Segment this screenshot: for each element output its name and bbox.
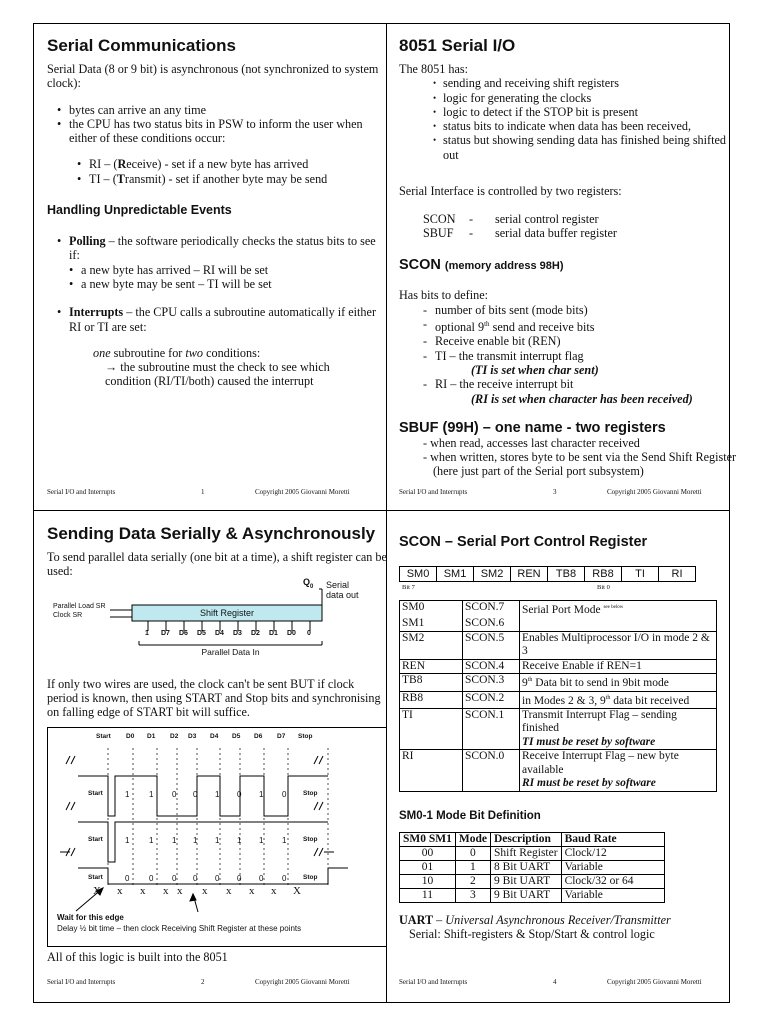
list-item: • the CPU has two status bits in PSW to inform the user when either of these conditions occur: — [47, 117, 387, 146]
bit-label: 1 — [145, 629, 149, 637]
page-number: 3 — [553, 488, 557, 496]
reg-desc: serial data buffer register — [495, 226, 617, 241]
scon-bit-table — [399, 566, 696, 582]
footer-left: Serial I/O and Interrupts — [47, 978, 116, 986]
list-item: - number of bits sent (mode bits) — [423, 303, 739, 317]
cell: 1 — [455, 860, 490, 874]
cell: 0 — [172, 790, 177, 799]
polling-list — [47, 234, 387, 263]
interrupts-text: – the CPU calls a subroutine automatically if either RI or TI are set: — [69, 305, 376, 334]
header-cell: Mode — [455, 832, 490, 846]
page-number: 4 — [553, 978, 557, 986]
cell: SM2 — [400, 631, 463, 659]
cell: 1 — [259, 836, 264, 845]
ti-letter: T — [116, 171, 125, 186]
footer-right: Copyright 2005 Giovanni Moretti — [255, 978, 350, 986]
cell-sup: see below — [603, 605, 624, 610]
x-mark: x — [226, 885, 232, 897]
reg-name: SCON — [423, 212, 456, 227]
cell: Variable — [561, 888, 664, 902]
clock-sr-label: Clock SR — [53, 611, 83, 619]
q-sub: 0 — [310, 583, 314, 590]
q0-label — [303, 577, 313, 590]
header-label: D2 — [170, 733, 179, 740]
header-label: D1 — [147, 733, 156, 740]
header-label: D0 — [126, 733, 135, 740]
cell: SM1 — [400, 617, 463, 631]
slide-title: Serial Communications — [47, 36, 236, 55]
cell-text: Serial Port Mode — [522, 603, 601, 616]
reg-name: SBUF — [423, 226, 454, 241]
table-row — [400, 750, 717, 792]
scon-heading — [399, 256, 739, 274]
ti-note: (TI is set when char sent) — [471, 362, 599, 377]
cell: SCON.5 — [463, 631, 520, 659]
cell: in Modes 2 & 3, 9th data bit received — [520, 691, 717, 708]
intro-text: Serial Data (8 or 9 bit) is asynchronous (not synchronized to system clock): — [47, 62, 379, 91]
list-item: - optional 9th send and receive bits — [423, 317, 739, 334]
serial-out-label: Serial data out — [326, 579, 359, 600]
slide-serial-communications — [47, 30, 387, 500]
header-label: D5 — [232, 733, 241, 740]
control-text: Serial Interface is controlled by two registers: — [399, 184, 622, 199]
bit-label: D6 — [179, 629, 188, 637]
cell: 0 — [237, 790, 242, 799]
cell: 1 — [215, 790, 220, 799]
cell: 0 — [149, 874, 154, 883]
timing-diagram — [47, 727, 387, 947]
bit-label: D5 — [197, 629, 206, 637]
heading-text: SCON — [399, 257, 441, 274]
table-row — [400, 617, 717, 631]
cell: 01 — [400, 860, 456, 874]
cell: 0 — [282, 790, 287, 799]
text: subroutine for — [110, 345, 186, 360]
cell: RI — [400, 750, 463, 792]
cell: 1 — [172, 836, 177, 845]
bit7-label: Bit 7 — [402, 584, 415, 591]
reg-dash: - — [469, 226, 474, 241]
cell: TI — [400, 708, 463, 750]
header-label: D3 — [188, 733, 197, 740]
cell: 1 — [237, 836, 242, 845]
cell: Clock/32 or 64 — [561, 874, 664, 888]
cell: 11 — [400, 888, 456, 902]
cell: 1 — [125, 790, 130, 799]
cell — [520, 750, 717, 792]
bit-label: D0 — [287, 629, 296, 637]
bits-list — [423, 303, 739, 406]
slide-scon-register — [399, 518, 739, 998]
section-heading: Handling Unpredictable Events — [47, 203, 232, 218]
em-two: two — [185, 345, 204, 360]
ri-item — [67, 157, 387, 171]
wait-label: Wait for this edge — [57, 913, 124, 922]
bullet-list — [47, 103, 387, 146]
table-header-row — [400, 832, 665, 846]
cell: 9 Bit UART — [490, 888, 561, 902]
cell: SCON.2 — [463, 691, 520, 708]
cell: Clock/12 — [561, 846, 664, 860]
x-mark: x — [177, 885, 183, 897]
list-item: • a new byte may be sent – TI will be set — [59, 277, 387, 291]
interrupts-list — [47, 305, 387, 334]
bit-label: D4 — [215, 629, 224, 637]
delay-label: Delay ½ bit time – then clock Receiving Shift Register at these points — [57, 924, 302, 933]
x-mark: x — [163, 885, 169, 897]
cell: 1 — [149, 836, 154, 845]
cell: 0 — [455, 846, 490, 860]
uart-desc: Serial: Shift-registers & Stop/Start & control logic — [409, 927, 655, 942]
cell — [520, 617, 717, 631]
x-mark: x — [249, 885, 255, 897]
cell: 1 — [259, 790, 264, 799]
shift-register-label: Shift Register — [199, 607, 255, 618]
interrupts-label: Interrupts — [69, 305, 124, 320]
polling-item — [47, 234, 387, 263]
table-row — [400, 631, 717, 659]
slide-sending-data — [47, 518, 387, 998]
header-cell: Baud Rate — [561, 832, 664, 846]
cell: Stop — [303, 790, 318, 797]
table-row — [400, 708, 717, 750]
table-row — [400, 674, 717, 691]
ri-note: (RI is set when character has been received) — [471, 391, 693, 406]
slide-title: SCON – Serial Port Control Register — [399, 534, 648, 550]
header-label: Stop — [298, 733, 313, 740]
list-item: • status but showing sending data has finished being shifted out — [429, 133, 739, 162]
header-label: Start — [96, 733, 111, 740]
table-row — [400, 659, 717, 674]
shift-register-diagram — [47, 576, 387, 673]
cell: SCON.0 — [463, 750, 520, 792]
cell: SCON.6 — [463, 617, 520, 631]
cell: 2 — [455, 874, 490, 888]
mode-table — [399, 832, 665, 903]
cell: SCON.1 — [463, 708, 520, 750]
bit-cell: TB8 — [548, 567, 585, 582]
page-number: 2 — [201, 978, 205, 986]
bit-cell: SM1 — [437, 567, 474, 582]
footer-right: Copyright 2005 Giovanni Moretti — [255, 488, 350, 496]
cell — [520, 708, 717, 750]
list-item: • bytes can arrive an any time — [47, 103, 387, 117]
footer-right: Copyright 2005 Giovanni Moretti — [607, 488, 702, 496]
ti-item — [67, 172, 387, 186]
list-item: - Receive enable bit (REN) — [423, 334, 739, 348]
has-bits-text: Has bits to define: — [399, 288, 489, 303]
tail-text: All of this logic is built into the 8051 — [47, 950, 228, 964]
interrupts-item — [47, 305, 387, 334]
header-label: D4 — [210, 733, 219, 740]
cell: 9th Data bit to send in 9bit mode — [520, 674, 717, 691]
cell-emphasis: TI must be reset by software — [522, 735, 656, 748]
cell: Shift Register — [490, 846, 561, 860]
reg-dash: - — [469, 212, 474, 227]
parallel-load-label: Parallel Load SR — [53, 602, 106, 610]
cell: 1 — [149, 790, 154, 799]
x-mark: x — [271, 885, 277, 897]
footer-left: Serial I/O and Interrupts — [399, 978, 468, 986]
polling-sublist — [59, 263, 387, 292]
cell: REN — [400, 659, 463, 674]
bit-label: D1 — [269, 629, 278, 637]
footer-left: Serial I/O and Interrupts — [399, 488, 468, 496]
bit-cell: SM2 — [474, 567, 511, 582]
intro-text: To send parallel data serially (one bit at a time), a shift register can be used: — [47, 550, 387, 579]
sbuf-heading: SBUF (99H) – one name - two registers — [399, 419, 666, 436]
table-row — [400, 846, 665, 860]
uart-label: UART — [399, 912, 434, 927]
cell: 0 — [193, 790, 198, 799]
cell: 3 — [455, 888, 490, 902]
cell: 1 — [215, 836, 220, 845]
cell: SCON.7 — [463, 601, 520, 618]
sbuf-item: - when read, accesses last character received — [423, 435, 640, 450]
cell: 8 Bit UART — [490, 860, 561, 874]
x-mark: x — [140, 885, 146, 897]
list-item: • logic for generating the clocks — [429, 91, 739, 105]
q-letter: Q — [303, 576, 311, 587]
polling-text: – the software periodically checks the status bits to see if: — [69, 234, 376, 263]
list-item: - RI – the receive interrupt bit — [423, 377, 739, 391]
heading-sub: (memory address 98H) — [444, 260, 564, 273]
intro-text: The 8051 has: — [399, 62, 469, 76]
list-item: • sending and receiving shift registers — [429, 76, 739, 90]
cell: SCON.3 — [463, 674, 520, 691]
header-cell: Description — [490, 832, 561, 846]
uart-expansion: – Universal Asynchronous Receiver/Transmitter — [433, 912, 671, 927]
table-row — [400, 860, 665, 874]
cell: 0 — [259, 874, 264, 883]
ti-text: ransmit) - set if another byte may be send — [124, 171, 328, 186]
cell: 00 — [400, 846, 456, 860]
cell: 0 — [193, 874, 198, 883]
header-label: D7 — [277, 733, 286, 740]
parallel-in-label: Parallel Data In — [201, 646, 260, 657]
list-item: • logic to detect if the STOP bit is present — [429, 105, 739, 119]
ri-letter: R — [117, 157, 127, 172]
ti-text: TI – ( — [89, 171, 117, 186]
ri-text: RI – ( — [89, 157, 118, 172]
slide-title: 8051 Serial I/O — [399, 36, 516, 55]
bit-cell: RI — [659, 567, 696, 582]
cell: 1 — [125, 836, 130, 845]
scon-row — [423, 212, 739, 226]
slide-8051-serial-io — [399, 30, 739, 500]
cell: 0 — [215, 874, 220, 883]
x-mark: x — [117, 885, 123, 897]
polling-label: Polling — [69, 234, 106, 249]
uart-line — [399, 913, 739, 927]
cell: Stop — [303, 836, 318, 843]
bit-cell: TI — [622, 567, 659, 582]
one-subroutine-line — [93, 346, 387, 360]
cell: 1 — [193, 836, 198, 845]
footer-right: Copyright 2005 Giovanni Moretti — [607, 978, 702, 986]
bit-cell: RB8 — [585, 567, 622, 582]
bit-label: D7 — [161, 629, 170, 637]
table-row — [400, 601, 717, 618]
cell: SM0 — [400, 601, 463, 618]
cell: 0 — [172, 874, 177, 883]
divider-horizontal — [33, 510, 730, 511]
cell: Stop — [303, 874, 318, 881]
cell: Start — [88, 790, 103, 797]
cell: 9 Bit UART — [490, 874, 561, 888]
bit-cell: REN — [511, 567, 548, 582]
cell: 10 — [400, 874, 456, 888]
text: conditions: — [203, 345, 261, 360]
bit-label: D2 — [251, 629, 260, 637]
cell: SCON.4 — [463, 659, 520, 674]
cell — [520, 601, 717, 618]
em-one: one — [93, 345, 111, 360]
cell: 0 — [282, 874, 287, 883]
x-mark: X — [293, 885, 301, 897]
header-label: D6 — [254, 733, 263, 740]
header-cell: SM0 SM1 — [400, 832, 456, 846]
two-wire-text: If only two wires are used, the clock can't be sent BUT if clock period is known, then using START and Stop bits and synchronising on falling edge of START bit will suffice. — [47, 676, 381, 720]
cell-text: Receive Interrupt Flag – new byte available — [522, 750, 679, 776]
footer-left: Serial I/O and Interrupts — [47, 488, 116, 496]
cell: Enables Multiprocessor I/O in mode 2 & 3 — [520, 631, 717, 659]
arrow-note: → the subroutine must the check to see which condition (RI/TI/both) caused the interrupt — [105, 360, 330, 389]
cell-emphasis: RI must be reset by software — [522, 777, 656, 790]
scon-detail-table — [399, 600, 717, 792]
list-item: - TI – the transmit interrupt flag — [423, 349, 739, 363]
bit-range — [399, 582, 739, 594]
list-item: • status bits to indicate when data has been received, — [429, 119, 739, 133]
slide-title: Sending Data Serially & Asynchronously — [47, 524, 376, 543]
table-row — [400, 691, 717, 708]
x-mark: x — [202, 885, 208, 897]
cell: 0 — [125, 874, 130, 883]
list-item: • a new byte has arrived – RI will be set — [59, 263, 387, 277]
reg-desc: serial control register — [495, 212, 599, 227]
cell: RB8 — [400, 691, 463, 708]
cell-text: Transmit Interrupt Flag – sending finished — [522, 708, 677, 735]
feature-list — [429, 76, 739, 162]
bit-label: 0 — [307, 629, 311, 637]
mode-heading: SM0-1 Mode Bit Definition — [399, 809, 541, 822]
page-number: 1 — [201, 488, 205, 496]
table-row — [400, 874, 665, 888]
bit-cell: SM0 — [400, 567, 437, 582]
sbuf-item: - when written, stores byte to be sent via the Send Shift Register (here just part of the Serial port subsystem) — [423, 450, 737, 479]
cell: Start — [88, 874, 103, 881]
cell: Variable — [561, 860, 664, 874]
cell: Start — [88, 836, 103, 843]
table-row — [400, 567, 696, 582]
bit0-label: Bit 0 — [597, 584, 610, 591]
cell: Receive Enable if REN=1 — [520, 659, 717, 674]
cell: 0 — [237, 874, 242, 883]
cell: 1 — [282, 836, 287, 845]
ri-text: eceive) - set if a new byte has arrived — [126, 157, 309, 172]
cell: TB8 — [400, 674, 463, 691]
bit-label: D3 — [233, 629, 242, 637]
x-mark: X — [93, 885, 101, 897]
sbuf-row — [423, 226, 739, 240]
table-row — [400, 888, 665, 902]
flag-list — [67, 157, 387, 186]
